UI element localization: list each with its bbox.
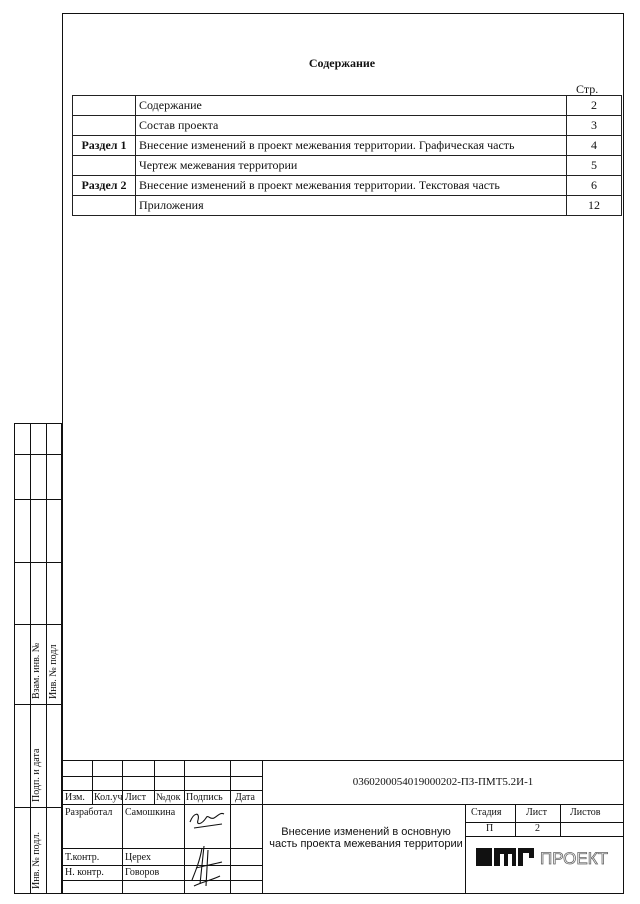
strip-rule — [15, 624, 63, 625]
strip-rule — [15, 807, 63, 808]
page-cell: 2 — [567, 96, 622, 116]
document-title: Внесение изменений в основную часть проекта межевания территории — [269, 826, 463, 850]
col-ndok: №док — [156, 792, 181, 803]
section-cell — [73, 116, 136, 136]
signature-icon — [186, 840, 230, 892]
page-cell: 5 — [567, 156, 622, 176]
sheet-value: 2 — [535, 823, 540, 834]
title-cell: Содержание — [136, 96, 567, 116]
signature-icon — [186, 804, 230, 834]
document-code: 0360200054019000202-ПЗ-ПМТ5.2И-1 — [352, 776, 534, 788]
page-column-label: Стр. — [576, 82, 599, 96]
col-podpis: Подпись — [186, 792, 223, 803]
inv-podl-label: Инв. № подл — [48, 644, 59, 699]
nkontr-label: Н. контр. — [65, 867, 104, 878]
table-row — [73, 176, 622, 196]
section-cell — [73, 196, 136, 216]
page-cell: 6 — [567, 176, 622, 196]
title-block — [62, 760, 624, 894]
inv-podl-bottom-label: Инв. № подл. — [31, 832, 42, 889]
strip-rule — [15, 562, 63, 563]
strip-rule — [15, 704, 63, 705]
page-cell: 4 — [567, 136, 622, 156]
section-cell — [73, 156, 136, 176]
sheet-label: Лист — [526, 807, 547, 818]
col-list: Лист — [125, 792, 146, 803]
page-title: Содержание — [308, 56, 376, 70]
tkontr-label: Т.контр. — [65, 852, 100, 863]
podp-data-label: Подп. и дата — [31, 748, 42, 802]
razrab-label: Разработал — [65, 807, 113, 818]
stage-value: П — [486, 823, 494, 834]
table-row — [73, 136, 622, 156]
vzam-inv-label: Взам. инв. № — [31, 642, 42, 699]
section-cell: Раздел 1 — [73, 136, 136, 156]
stage-label: Стадия — [471, 807, 502, 818]
title-cell: Чертеж межевания территории — [136, 156, 567, 176]
logo-text: ПРОЕКТ — [540, 849, 609, 868]
table-row — [73, 196, 622, 216]
table-row — [73, 116, 622, 136]
contents-table — [72, 95, 622, 216]
strip-rule — [15, 499, 63, 500]
title-cell: Приложения — [136, 196, 567, 216]
title-cell: Внесение изменений в проект межевания территории. Текстовая часть — [136, 176, 567, 196]
section-cell — [73, 96, 136, 116]
col-kol-uch: Кол.уч — [94, 792, 123, 803]
nkontr-name: Говоров — [125, 867, 160, 878]
col-data: Дата — [235, 792, 255, 803]
company-logo-icon — [476, 846, 616, 868]
binding-strip — [14, 423, 62, 894]
sheets-label: Листов — [570, 807, 601, 818]
page-cell: 3 — [567, 116, 622, 136]
title-cell: Состав проекта — [136, 116, 567, 136]
page-cell: 12 — [567, 196, 622, 216]
table-row — [73, 156, 622, 176]
strip-rule — [15, 454, 63, 455]
razrab-name: Самошкина — [125, 807, 176, 818]
title-cell: Внесение изменений в проект межевания территории. Графическая часть — [136, 136, 567, 156]
tkontr-name: Церех — [125, 852, 151, 863]
table-row — [73, 96, 622, 116]
section-cell: Раздел 2 — [73, 176, 136, 196]
col-izm: Изм. — [65, 792, 85, 803]
strip-divider — [46, 424, 47, 893]
